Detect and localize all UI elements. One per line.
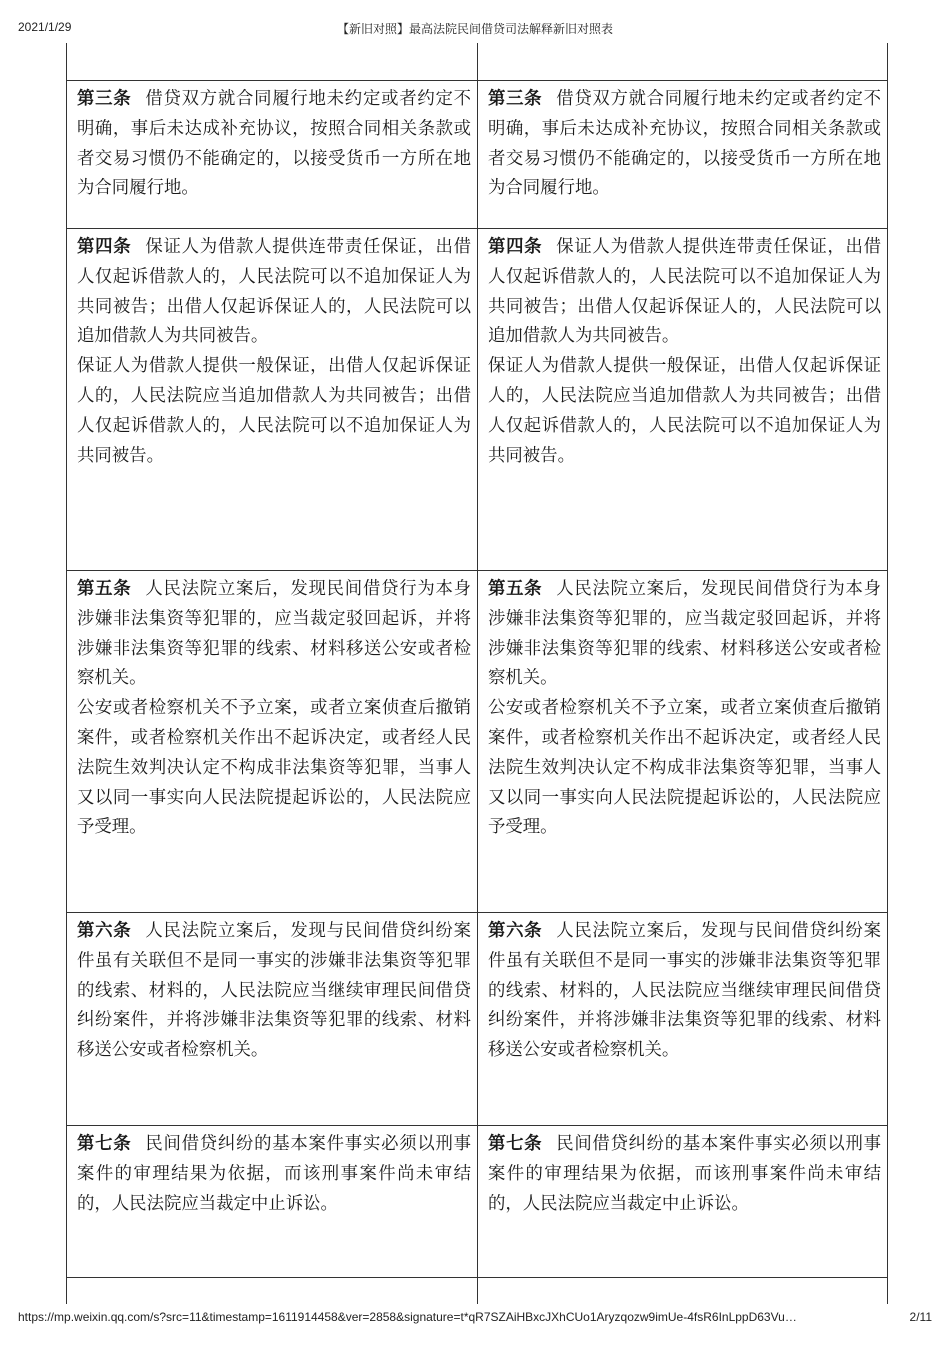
article-number: 第三条 bbox=[488, 89, 543, 109]
article-paragraph bbox=[488, 85, 881, 204]
article-number: 第五条 bbox=[488, 579, 543, 599]
article-text: 公安或者检察机关不予立案，或者立案侦查后撤销案件，或者检察机关作出不起诉决定，或者经人民法院生效判决认定不构成非法集资等犯罪，当事人又以同一事实向人民法院提起诉讼的，人民法院应予受理。 bbox=[77, 698, 471, 838]
article-text: 保证人为借款人提供连带责任保证，出借人仅起诉借款人的，人民法院可以不追加保证人为共同被告；出借人仅起诉保证人的，人民法院可以追加借款人为共同被告。 bbox=[488, 237, 881, 347]
new-version-cell bbox=[477, 43, 887, 80]
old-version-cell bbox=[67, 1126, 477, 1277]
print-date: 2021/1/29 bbox=[18, 20, 72, 34]
page-number: 2/11 bbox=[909, 1310, 932, 1324]
article-number: 第四条 bbox=[77, 237, 132, 257]
article-paragraph bbox=[77, 1130, 471, 1219]
new-version-cell bbox=[477, 913, 887, 1125]
table-row bbox=[67, 1125, 887, 1277]
article-number: 第三条 bbox=[77, 89, 132, 109]
article-number: 第七条 bbox=[488, 1134, 543, 1154]
new-version-cell bbox=[477, 571, 887, 912]
old-version-cell bbox=[67, 913, 477, 1125]
article-text: 人民法院立案后，发现民间借贷行为本身涉嫌非法集资等犯罪的，应当裁定驳回起诉，并将涉嫌非法集资等犯罪的线索、材料移送公安或者检察机关。 bbox=[488, 579, 881, 689]
article-text: 人民法院立案后，发现与民间借贷纠纷案件虽有关联但不是同一事实的涉嫌非法集资等犯罪的线索、材料的，人民法院应当继续审理民间借贷纠纷案件，并将涉嫌非法集资等犯罪的线索、材料移送公安或者检察机关。 bbox=[77, 921, 471, 1061]
page-title: 【新旧对照】最高法院民间借贷司法解释新旧对照表 bbox=[336, 22, 613, 36]
article-number: 第五条 bbox=[77, 579, 132, 599]
article-text: 保证人为借款人提供一般保证，出借人仅起诉保证人的，人民法院应当追加借款人为共同被告；出借人仅起诉借款人的，人民法院可以不追加保证人为共同被告。 bbox=[77, 356, 471, 466]
new-version-cell bbox=[477, 81, 887, 228]
article-paragraph bbox=[77, 694, 471, 843]
table-row bbox=[67, 912, 887, 1125]
article-paragraph bbox=[77, 575, 471, 694]
article-paragraph bbox=[77, 352, 471, 471]
article-number: 第七条 bbox=[77, 1134, 132, 1154]
table-row bbox=[67, 228, 887, 570]
old-version-cell bbox=[67, 81, 477, 228]
article-text: 借贷双方就合同履行地未约定或者约定不明确，事后未达成补充协议，按照合同相关条款或者交易习惯仍不能确定的，以接受货币一方所在地为合同履行地。 bbox=[77, 89, 471, 199]
article-text: 民间借贷纠纷的基本案件事实必须以刑事案件的审理结果为依据，而该刑事案件尚未审结的，人民法院应当裁定中止诉讼。 bbox=[77, 1134, 471, 1214]
article-number: 第六条 bbox=[77, 921, 132, 941]
article-text: 人民法院立案后，发现民间借贷行为本身涉嫌非法集资等犯罪的，应当裁定驳回起诉，并将涉嫌非法集资等犯罪的线索、材料移送公安或者检察机关。 bbox=[77, 579, 471, 689]
article-text: 公安或者检察机关不予立案，或者立案侦查后撤销案件，或者检察机关作出不起诉决定，或者经人民法院生效判决认定不构成非法集资等犯罪，当事人又以同一事实向人民法院提起诉讼的，人民法院应予受理。 bbox=[488, 698, 881, 838]
article-paragraph bbox=[77, 233, 471, 352]
article-paragraph bbox=[488, 694, 881, 843]
old-version-cell bbox=[67, 1278, 477, 1304]
old-version-cell bbox=[67, 43, 477, 80]
article-paragraph bbox=[488, 917, 881, 1066]
article-paragraph bbox=[77, 917, 471, 1066]
new-version-cell bbox=[477, 229, 887, 570]
new-version-cell bbox=[477, 1126, 887, 1277]
article-number: 第六条 bbox=[488, 921, 543, 941]
article-paragraph bbox=[488, 233, 881, 352]
comparison-table bbox=[66, 43, 888, 1304]
article-paragraph bbox=[488, 352, 881, 471]
table-row-bottom-continuation bbox=[67, 1277, 887, 1304]
article-text: 人民法院立案后，发现与民间借贷纠纷案件虽有关联但不是同一事实的涉嫌非法集资等犯罪的线索、材料的，人民法院应当继续审理民间借贷纠纷案件，并将涉嫌非法集资等犯罪的线索、材料移送公安或者检察机关。 bbox=[488, 921, 881, 1061]
new-version-cell bbox=[477, 1278, 887, 1304]
article-text: 民间借贷纠纷的基本案件事实必须以刑事案件的审理结果为依据，而该刑事案件尚未审结的，人民法院应当裁定中止诉讼。 bbox=[488, 1134, 881, 1214]
article-number: 第四条 bbox=[488, 237, 543, 257]
table-row bbox=[67, 80, 887, 228]
article-text: 借贷双方就合同履行地未约定或者约定不明确，事后未达成补充协议，按照合同相关条款或者交易习惯仍不能确定的，以接受货币一方所在地为合同履行地。 bbox=[488, 89, 881, 199]
table-row bbox=[67, 570, 887, 912]
footer-url: https://mp.weixin.qq.com/s?src=11&timestamp=1611914458&ver=2858&signature=t*qR7SZAiHBxcJXhCUo1Aryzqozw9imUe-4fsR6InLppD63Vu… bbox=[18, 1310, 797, 1324]
article-paragraph bbox=[77, 85, 471, 204]
article-text: 保证人为借款人提供一般保证，出借人仅起诉保证人的，人民法院应当追加借款人为共同被告；出借人仅起诉借款人的，人民法院可以不追加保证人为共同被告。 bbox=[488, 356, 881, 466]
article-text: 保证人为借款人提供连带责任保证，出借人仅起诉借款人的，人民法院可以不追加保证人为共同被告；出借人仅起诉保证人的，人民法院可以追加借款人为共同被告。 bbox=[77, 237, 471, 347]
old-version-cell bbox=[67, 229, 477, 570]
article-paragraph bbox=[488, 1130, 881, 1219]
article-paragraph bbox=[488, 575, 881, 694]
old-version-cell bbox=[67, 571, 477, 912]
table-row-top-continuation bbox=[67, 43, 887, 80]
